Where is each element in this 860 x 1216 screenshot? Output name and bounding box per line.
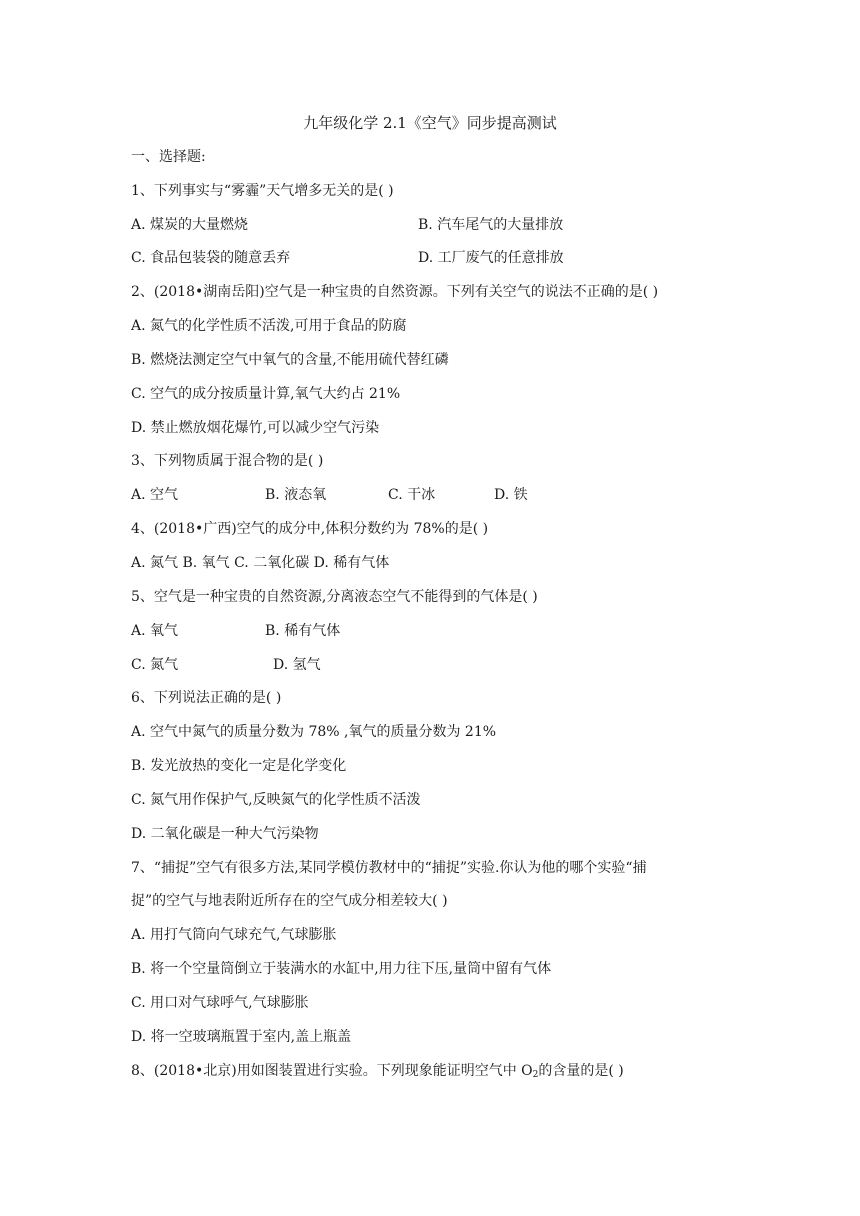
question-8-subscript: 2 [532,1070,539,1080]
question-7-stem-line-2: 捉”的空气与地表附近所存在的空气成分相差较大( ) [131,893,448,909]
question-2-option-c: C. 空气的成分按质量计算,氧气大约占 21% [131,386,401,402]
question-7-option-c: C. 用口对气球呼气,气球膨胀 [131,995,309,1011]
question-5-stem: 5、空气是一种宝贵的自然资源,分离液态空气不能得到的气体是( ) [131,589,538,605]
question-5-option-b: B. 稀有气体 [265,623,341,639]
question-3-option-d: D. 铁 [494,487,528,503]
question-5-option-d: D. 氢气 [273,657,321,673]
question-7-option-d: D. 将一空玻璃瓶置于室内,盖上瓶盖 [131,1029,352,1045]
question-7-stem-line-1: 7、“捕捉”空气有很多方法,某同学模仿教材中的“捕捉”实验.你认为他的哪个实验“捕 [131,860,647,876]
question-3-option-c: C. 干冰 [388,487,436,503]
question-2-stem: 2、(2018•湖南岳阳)空气是一种宝贵的自然资源。下列有关空气的说法不正确的是( ) [131,284,659,300]
page-title: 九年级化学 2.1《空气》同步提高测试 [303,114,557,132]
question-1-option-b: B. 汽车尾气的大量排放 [418,217,564,233]
question-1-option-a: A. 煤炭的大量燃烧 [131,217,249,233]
section-heading: 一、选择题: [131,149,206,165]
question-5-option-c: C. 氮气 [131,657,179,673]
question-3-stem: 3、下列物质属于混合物的是( ) [131,453,324,469]
question-6-option-c: C. 氮气用作保护气,反映氮气的化学性质不活泼 [131,792,421,808]
question-3-option-b: B. 液态氧 [265,487,327,503]
question-7-option-a: A. 用打气筒向气球充气,气球膨胀 [131,927,337,943]
question-6-option-a: A. 空气中氮气的质量分数为 78% ,氧气的质量分数为 21% [131,724,497,740]
question-2-option-a: A. 氮气的化学性质不活泼,可用于食品的防腐 [131,318,407,334]
question-4-options: A. 氮气 B. 氧气 C. 二氧化碳 D. 稀有气体 [131,555,390,571]
question-1-option-d: D. 工厂废气的任意排放 [418,250,564,266]
question-3-option-a: A. 空气 [131,487,179,503]
question-1-stem: 1、下列事实与“雾霾”天气增多无关的是( ) [131,183,394,199]
question-1-option-c: C. 食品包装袋的随意丢弃 [131,250,291,266]
question-7-option-b: B. 将一个空量筒倒立于装满水的水缸中,用力往下压,量筒中留有气体 [131,961,552,977]
question-6-stem: 6、下列说法正确的是( ) [131,690,282,706]
question-2-option-d: D. 禁止燃放烟花爆竹,可以减少空气污染 [131,420,380,436]
question-5-option-a: A. 氧气 [131,623,179,639]
question-8-stem [131,1061,624,1085]
question-6-option-d: D. 二氧化碳是一种大气污染物 [131,826,319,842]
question-8-stem-before: 8、(2018•北京)用如图装置进行实验。下列现象能证明空气中 O [131,1063,533,1079]
question-6-option-b: B. 发光放热的变化一定是化学变化 [131,758,347,774]
question-8-stem-after: 的含量的是( ) [538,1063,624,1079]
question-2-option-b: B. 燃烧法测定空气中氧气的含量,不能用硫代替红磷 [131,352,449,368]
question-4-stem: 4、(2018•广西)空气的成分中,体积分数约为 78%的是( ) [131,521,489,537]
